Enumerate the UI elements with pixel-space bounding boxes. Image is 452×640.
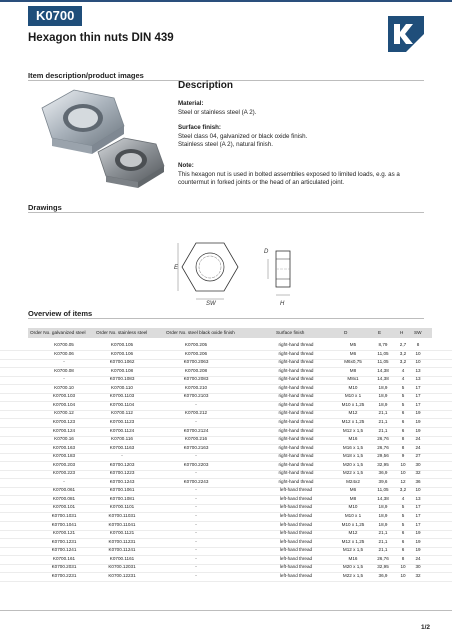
table-cell: K0700.183 [52,453,76,459]
dim-e-label: E [174,265,179,271]
table-cell: 3,2 [399,359,407,365]
table-cell: - [121,453,123,459]
table-cell: K0700.2103 [183,393,209,399]
table-cell: right-hand thread [278,401,314,407]
table-cell: 39,6 [378,478,388,484]
table-cell: K0700.110 [111,384,133,390]
col-header-black-oxide: Order No. steel black oxide finish [166,330,235,335]
table-cell: 4 [401,495,405,501]
table-cell: 21,1 [378,410,388,416]
table-cell: left-hand thread [279,487,313,493]
top-accent-bar [0,0,452,2]
table-cell: M8 [349,367,357,373]
table-cell: 10 [415,350,421,356]
table-cell: K0700.1161 [109,555,135,561]
table-cell: - [195,547,197,553]
table-cell: K0700.1103 [109,393,135,399]
table-cell: M12 [348,530,358,536]
note-text-2: countermut in forked joints or the head of an articulated joint. [178,179,345,186]
table-cell: 11,05 [377,487,389,493]
table-cell: - [195,555,197,561]
table-cell: - [195,470,197,476]
table-cell: - [63,376,65,382]
table-cell: K0700.2203 [183,461,209,467]
table-cell: 30 [415,564,421,570]
table-cell: 17 [415,384,421,390]
table-cell: 9 [401,453,405,459]
table-cell: K0700.112 [111,410,133,416]
note-label: Note: [178,162,194,169]
table-cell: 5 [401,393,405,399]
table-cell: right-hand thread [278,470,314,476]
table-cell: K0700.11041 [108,521,136,527]
table-cell: K0700.223 [52,470,76,476]
table-cell: - [195,401,197,407]
page-number: 1/2 [420,624,430,631]
table-cell: right-hand thread [278,393,314,399]
table-cell: 17 [415,521,421,527]
table-cell: 30 [415,461,421,467]
table-cell: 17 [415,504,421,510]
table-cell: K0700.2083 [183,376,209,382]
table-cell: 10 [415,487,421,493]
table-cell: 8 [416,342,420,347]
table-cell: K0700.116 [111,436,133,442]
table-cell: 19 [415,547,421,553]
table-cell: 18,9 [378,384,388,390]
table-cell: K0700.212 [184,410,208,416]
table-cell: 26,76 [377,444,389,450]
table-cell: right-hand thread [278,444,314,450]
table-cell: 18,9 [378,401,388,407]
table-cell: right-hand thread [278,418,314,424]
table-cell: K0700.105 [110,342,134,347]
col-header-h: H [400,330,404,335]
table-cell: 36 [415,478,421,484]
table-cell: 36,9 [378,572,388,578]
table-cell: right-hand thread [278,436,314,442]
table-cell: 32,95 [377,461,389,467]
table-cell: K0700.11231 [108,538,136,544]
table-cell: 12 [400,478,406,484]
table-cell: M12 x 1,5 [342,427,364,433]
table-cell: - [195,521,197,527]
table-cell: K0700.124 [52,427,76,433]
table-cell: 2,7 [399,342,407,347]
section-drawings: Drawings [28,203,62,212]
table-cell: K0700.12231 [108,572,136,578]
table-cell: 14,38 [377,495,389,501]
col-header-sw: SW [414,330,422,335]
table-cell: K0700.216 [184,436,208,442]
table-cell: 5 [401,384,405,390]
table-cell: M12 [348,410,358,416]
table-cell: right-hand thread [278,453,314,459]
table-cell: 11,05 [377,350,389,356]
material-label: Material: [178,100,204,107]
table-cell: K0700.163 [52,444,76,450]
description-heading: Description [178,80,234,91]
table-cell: 21,1 [378,427,388,433]
table-cell: - [195,572,197,578]
col-header-surface: Surface finish [276,330,305,335]
table-cell: 17 [415,401,421,407]
table-cell: 4 [401,376,405,382]
section-divider [28,318,424,319]
table-cell: 18,9 [378,513,388,518]
table-cell: 21,1 [378,547,388,553]
dim-h-label: H [280,301,285,307]
table-cell: left-hand thread [279,521,313,527]
table-cell: - [195,530,197,536]
table-cell: 21,1 [378,530,388,536]
table-cell: 19 [415,418,421,424]
table-cell: 6 [401,530,405,536]
table-cell: 19 [415,530,421,536]
col-header-e: E [378,330,382,335]
col-header-d: D [344,330,348,335]
table-cell: - [195,564,197,570]
table-cell: 24 [415,444,421,450]
material-text: Steel or stainless steel (A 2). [178,109,257,116]
product-photo [28,80,178,200]
table-cell: left-hand thread [279,538,313,544]
table-cell: K0700.1241 [51,547,77,553]
table-cell: K0700.081 [52,495,76,501]
footer-divider [0,610,452,611]
table-cell: 4 [401,367,405,373]
table-cell: 36,9 [378,470,388,476]
table-cell: 21,1 [378,418,388,424]
table-cell: 19 [415,538,421,544]
table-cell: 8 [401,444,405,450]
table-cell: 27 [415,453,421,459]
table-cell: K0700.104 [52,401,76,407]
table-cell: K0700.205 [184,342,208,347]
table-cell: 32 [415,470,421,476]
table-cell: 10 [415,359,421,365]
table-cell: 3,2 [399,487,407,493]
table-cell: 6 [401,538,405,544]
table-cell: 17 [415,393,421,399]
table-cell: K0700.1041 [51,521,77,527]
table-cell: K0700.1031 [51,513,77,518]
table-cell: right-hand thread [278,478,314,484]
table-cell: left-hand thread [279,547,313,553]
table-cell: K0700.2031 [51,564,77,570]
product-code-badge: K0700 [28,6,82,26]
table-cell: M8 [349,495,357,501]
col-header-galvanized: Order No. galvanized steel [30,330,86,335]
table-cell: - [195,538,197,544]
table-cell: M10 x 1 [344,393,362,399]
dim-d-label: D [264,249,269,255]
table-cell: 10 [400,461,406,467]
table-cell: left-hand thread [279,504,313,510]
table-cell: M16 [348,436,358,442]
table-cell: K0700.101 [52,504,76,510]
table-cell: K0700.1062 [109,359,135,365]
table-cell: K0700.2124 [183,427,209,433]
table-cell: right-hand thread [278,410,314,416]
table-cell: 17 [415,513,421,518]
table-cell: 21,1 [378,538,388,544]
table-cell: M24x2 [346,478,360,484]
table-cell: 14,38 [377,367,389,373]
page-title: Hexagon thin nuts DIN 439 [28,32,174,44]
table-cell: K0700.10 [54,384,74,390]
table-cell: 6 [401,418,405,424]
table-cell: M6 [349,350,357,356]
table-cell: 6 [401,427,405,433]
table-cell: 24 [415,555,421,561]
table-cell: - [63,478,65,484]
table-cell: 11,05 [377,359,389,365]
table-cell: left-hand thread [279,495,313,501]
table-cell: K0700.203 [52,461,76,467]
table-cell: K0700.12 [54,410,74,416]
table-cell: M6x0,75 [344,359,362,365]
table-cell: left-hand thread [279,513,313,518]
note-text-1: This hexagon nut is used in bolted assemblies exposed to limited loads, e.g. as a [178,171,400,178]
table-cell: 10 [400,572,406,578]
table-cell: 14,38 [377,376,389,382]
table-cell: K0700.1104 [109,401,135,407]
table-cell: M16 x 1,5 [342,444,364,450]
surface-text-2: Stainless steel (A 2), natural finish. [178,141,273,148]
table-cell: M16 [348,555,358,561]
table-cell: K0700.12031 [108,564,136,570]
table-cell: K0700.1123 [109,418,135,424]
table-cell: M6 [349,487,357,493]
table-cell: 10 [400,564,406,570]
table-cell: K0700.1061 [109,487,135,493]
table-cell: K0700.11241 [108,547,136,553]
table-cell: 32 [415,572,421,578]
table-cell: M18 x 1,5 [342,453,364,459]
table-cell: M8x1 [347,376,359,382]
table-cell: 18,9 [378,393,388,399]
table-cell: - [195,504,197,510]
section-divider [28,212,424,213]
brand-logo [384,12,428,56]
table-cell: 5 [401,521,405,527]
section-overview: Overview of items [28,309,93,318]
table-cell: K0700.103 [52,393,76,399]
table-cell: K0700.208 [184,367,208,373]
table-cell: left-hand thread [279,572,313,578]
table-cell: K0700.2063 [183,359,209,365]
table-cell: 6 [401,547,405,553]
table-cell: M10 [348,384,358,390]
table-cell: K0700.161 [52,555,76,561]
table-cell: left-hand thread [279,530,313,536]
table-cell: K0700.123 [52,418,76,424]
table-cell: M22 x 1,5 [342,470,364,476]
table-cell: right-hand thread [278,359,314,365]
table-cell: M10 x 1,25 [341,401,365,407]
dim-sw-label: SW [206,301,216,307]
table-cell: K0700.2163 [183,444,209,450]
table-cell: K0700.1223 [109,470,135,476]
table-cell: K0700.08 [54,367,74,373]
table-cell: M20 x 1,5 [342,564,364,570]
table-cell: K0700.1243 [109,478,135,484]
table-cell: 13 [415,376,421,382]
table-cell: M12 x 1,5 [342,547,364,553]
table-cell: - [195,487,197,493]
table-cell: right-hand thread [278,376,314,382]
table-cell: 8,79 [378,342,388,347]
table-cell: 5 [401,504,405,510]
table-cell: K0700.06 [54,350,74,356]
technical-drawing [168,226,318,307]
table-cell: 6 [401,410,405,416]
section-item-description: Item description/product images [28,71,144,80]
table-cell: 19 [415,427,421,433]
col-header-stainless: Order No. stainless steel [96,330,148,335]
table-cell: left-hand thread [279,555,313,561]
table-cell: K0700.210 [184,384,208,390]
table-cell: 24 [415,436,421,442]
table-cell: 32,95 [377,564,389,570]
table-cell: K0700.2243 [183,478,209,484]
table-cell: K0700.1083 [109,376,135,382]
table-cell: K0700.1124 [109,427,135,433]
table-cell: - [195,418,197,424]
table-cell: 26,76 [377,436,389,442]
table-cell: K0700.16 [54,436,74,442]
table-cell: left-hand thread [279,564,313,570]
table-cell: K0700.1203 [109,461,135,467]
table-cell: 18,9 [378,504,388,510]
table-cell: M22 x 1,5 [342,572,364,578]
table-cell: right-hand thread [278,342,314,347]
table-cell: K0700.106 [110,350,134,356]
surface-text-1: Steel class 04, galvanized or black oxide finish. [178,133,308,140]
table-cell: 5 [401,513,405,518]
table-cell: 8 [401,555,405,561]
table-cell: K0700.1101 [109,504,135,510]
table-cell: M10 [348,504,358,510]
table-cell: K0700.108 [110,367,134,373]
surface-label: Surface finish: [178,124,221,131]
table-cell: 18,9 [378,521,388,527]
table-cell: K0700.1231 [51,538,77,544]
table-cell: 3,2 [399,350,407,356]
table-cell: M10 x 1,25 [341,521,365,527]
table-cell: 29,56 [377,453,389,459]
table-cell: right-hand thread [278,461,314,467]
table-cell: K0700.05 [54,342,74,347]
table-cell: 13 [415,367,421,373]
table-cell: M10 x 1 [344,513,362,518]
table-cell: - [195,513,197,518]
table-cell: right-hand thread [278,350,314,356]
table-cell: K0700.11031 [108,513,136,518]
table-cell: M20 x 1,5 [342,461,364,467]
table-cell: K0700.1163 [109,444,135,450]
table-cell: K0700.061 [52,487,76,493]
table-cell: 19 [415,410,421,416]
table-cell: 8 [401,436,405,442]
table-cell: M12 x 1,25 [341,418,365,424]
table-cell: M5 [349,342,357,347]
table-cell: K0700.2231 [51,572,77,578]
table-cell: M12 x 1,25 [341,538,365,544]
table-cell: K0700.1121 [109,530,135,536]
table-row [0,573,452,582]
table-cell: 13 [415,495,421,501]
table-cell: K0700.1081 [109,495,135,501]
table-cell: - [195,453,197,459]
table-cell: K0700.206 [184,350,208,356]
table-cell: 26,76 [377,555,389,561]
table-cell: 10 [400,470,406,476]
table-cell: - [195,495,197,501]
table-cell: right-hand thread [278,427,314,433]
table-cell: right-hand thread [278,367,314,373]
table-cell: 5 [401,401,405,407]
table-cell: right-hand thread [278,384,314,390]
table-cell: K0700.121 [52,530,76,536]
table-cell: - [63,359,65,365]
